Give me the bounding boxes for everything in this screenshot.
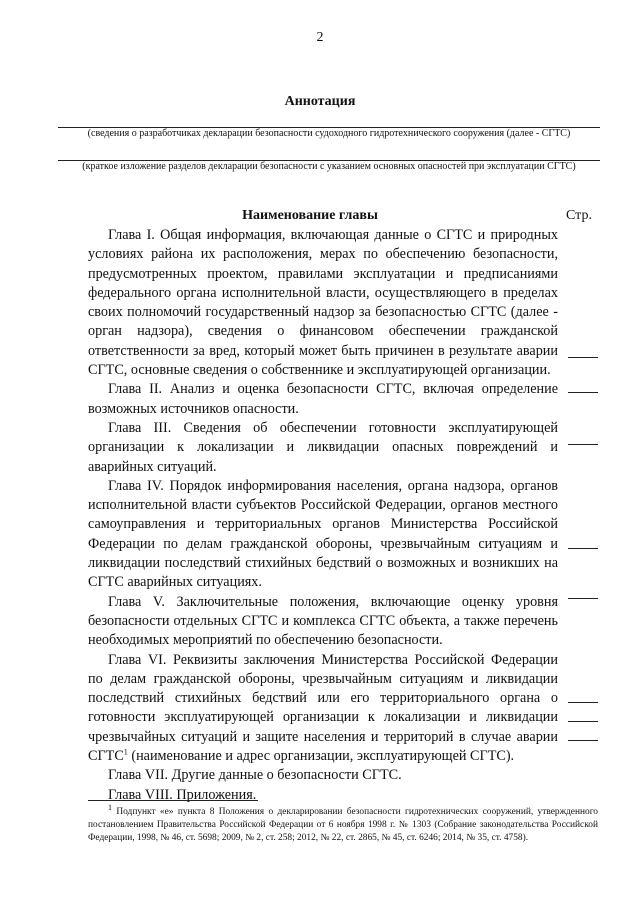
page-blank-chapter-8 [568,740,598,741]
footnote [88,802,598,845]
page-blank-chapter-3 [568,444,598,445]
toc-chapter-6-text: Глава VI. Реквизиты заключения Министерства Российской Федерации по делам гражданской обороны, чрезвычайным ситуациям и ликвидации последствий стихийных бедствий или его территориального органа о готовности эксплуатирующей организации к локализации и ликвидации чрезвычайных ситуаций и защите населения и территорий в случае аварии СГТС [88,651,558,765]
toc-list [88,226,558,805]
page-blank-chapter-1 [568,357,598,358]
page-blank-chapter-7 [568,721,598,722]
toc-header-page: Стр. [566,208,592,223]
page-blank-chapter-5 [568,598,598,599]
footnote-reference: 1 [123,747,128,757]
toc-header-name: Наименование главы [242,208,378,223]
page-blank-chapter-4 [568,548,598,549]
footnote-marker: 1 [108,802,112,812]
toc-chapter-5: Глава V. Заключительные положения, включающие оценку уровня безопасности отдельных СГТС и комплекса СГТС объекта, а также перечень необходимых мероприятий по обеспечению безопасности. [88,593,558,649]
page-blank-chapter-2 [568,392,598,393]
page-title: Аннотация [284,94,356,109]
summary-caption: (краткое изложение разделов декларации безопасности с указанием основных опасностей при эксплуатации СГТС) [82,161,576,172]
footnote-separator [88,800,258,801]
toc-chapter-8: Глава VIII. Приложения. [108,786,257,803]
toc-chapter-3: Глава III. Сведения об обеспечении готовности эксплуатирующей организации к локализации и ликвидации опасных повреждений и аварийных ситуаций. [88,419,558,475]
toc-chapter-1: Глава I. Общая информация, включающая данные о СГТС и природных условиях района их расположения, мерах по обеспечению безопасности, предусмотренных проектом, правилами эксплуатации и предписаниями федерального органа исполнительной власти, осуществляющего в пределах своих полномочий государственный надзор за безопасностью СГТС (далее - орган надзора), сведения о финансовом обеспечении гражданской ответственности за вред, который может быть причинен в результате аварии СГТС, основные сведения о собственнике и эксплуатирующей организации. [88,227,558,379]
page-blank-chapter-6 [568,702,598,703]
toc-chapter-6-tail: (наименование и адрес организации, эксплуатирующей СГТС). [127,748,515,765]
toc-chapter-2: Глава II. Анализ и оценка безопасности СГТС, включая определение возможных источников опасности. [88,381,558,417]
toc-chapter-7: Глава VII. Другие данные о безопасности СГТС. [108,767,402,784]
developers-caption: (сведения о разработчиках декларации безопасности судоходного гидротехнического сооружения (далее - СГТС) [87,128,571,139]
footnote-text: Подпункт «е» пункта 8 Положения о декларировании безопасности гидротехнических сооружений, утвержденного постановлением Правительства Российской Федерации от 6 ноября 1998 г. № 1303 (Собрание законодательства Российской Федерации, 1998, № 46, ст. 5698; 2009, № 2, ст. 258; 2012, № 22, ст. 2865, № 45, ст. 6246; 2014, № 35, ст. 4758). [88,807,598,843]
page-number: 2 [316,30,324,45]
toc-chapter-6 [88,651,558,767]
toc-chapter-4: Глава IV. Порядок информирования населения, органа надзора, органов исполнительной власти субъектов Российской Федерации, органов местного самоуправления и территориальных органов Министерства Российской Федерации по делам гражданской обороны, чрезвычайным ситуациям и ликвидации последствий стихийных бедствий о возможных и возникших на СГТС аварийных ситуациях. [88,477,558,591]
